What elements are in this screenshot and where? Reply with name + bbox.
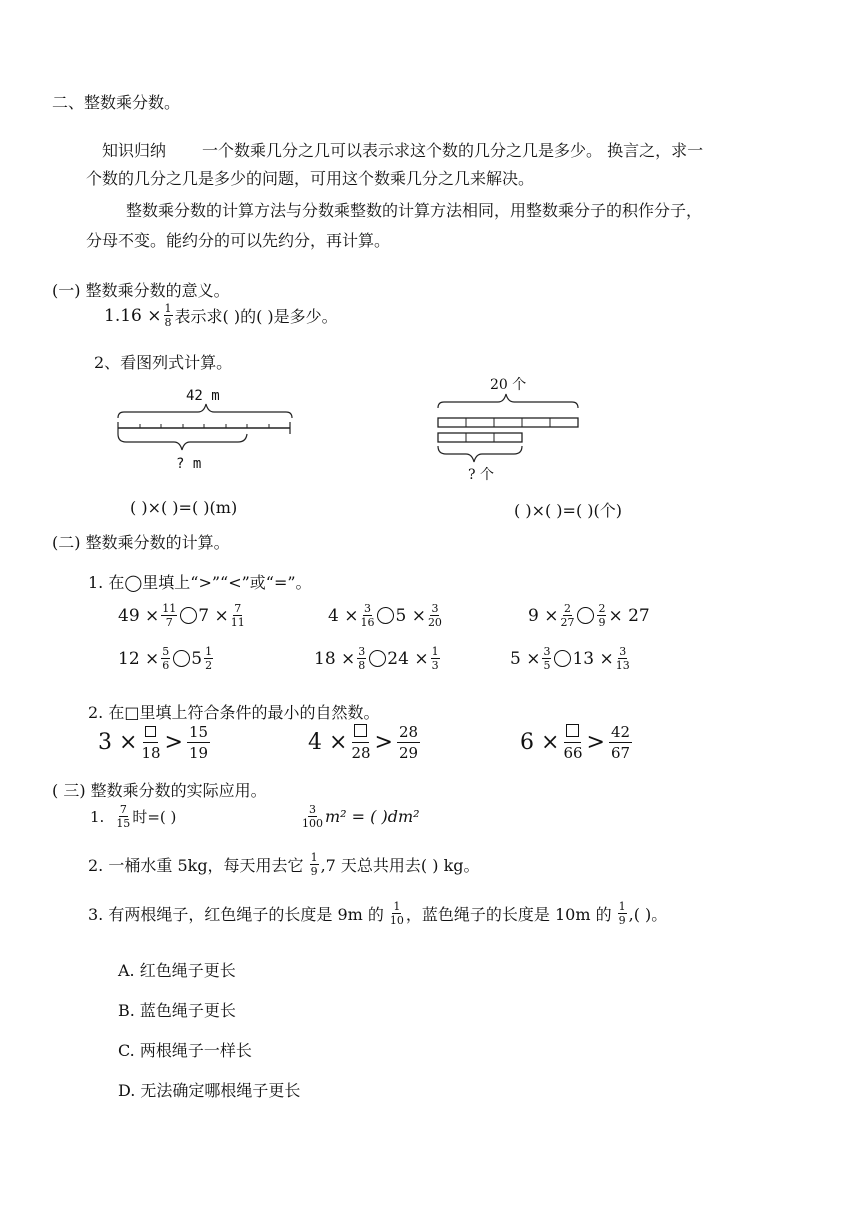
compare-circle[interactable]	[369, 650, 386, 667]
part1-heading: (一) 整数乘分数的意义。	[52, 281, 230, 300]
answer-left: ( )×( )=( )(m)	[130, 498, 238, 517]
option-c[interactable]: C. 两根绳子一样长	[118, 1041, 252, 1060]
part3-q1-area: $\frac{3}{100}$ m² = ( )dm²	[302, 803, 420, 830]
part2-q1-title: 1. 在◯里填上“>”“<”或“=”。	[88, 573, 312, 592]
compare-item: 5 × $\frac{3}{5}$ 13 × $\frac{3}{13}$	[510, 645, 630, 672]
compare-circle[interactable]	[377, 607, 394, 624]
knowledge-line-2: 个数的几分之几是多少的问题，可用这个数乘几分之几来解决。	[86, 169, 535, 188]
compare-circle[interactable]	[577, 607, 594, 624]
part3-q1: 1. $\frac{7}{15}$ 时=( )	[90, 803, 177, 830]
part3-q2: 2. 一桶水重 5kg，每天用去它 $\frac{1}{9}$ ,7 天总共用去( ) kg。	[88, 851, 480, 878]
compare-circle[interactable]	[554, 650, 571, 667]
inequality-item: 3 × 18 > $\frac{15}{19}$	[98, 723, 209, 762]
compare-item: 12 × $\frac{5}{6}$ 5 $\frac{1}{2}$	[118, 645, 213, 672]
knowledge-line-3: 整数乘分数的计算方法与分数乘整数的计算方法相同，用整数乘分子的积作分子，	[126, 201, 703, 220]
compare-item: 4 × $\frac{3}{16}$ 5 × $\frac{3}{20}$	[328, 602, 442, 629]
block-diagram-right	[432, 388, 592, 478]
compare-item: 9 × $\frac{2}{27}$ $\frac{2}{9}$ × 27	[528, 602, 650, 629]
compare-circle[interactable]	[173, 650, 190, 667]
fraction: $\frac{1}{8}$	[164, 302, 172, 329]
knowledge-label: 知识归纳	[102, 141, 167, 160]
part1-q2-title: 2、看图列式计算。	[94, 353, 233, 372]
left-top-label: 42 m	[186, 388, 220, 404]
inequality-item: 6 × 66 > $\frac{42}{67}$	[520, 723, 631, 762]
compare-item: 49 × $\frac{11}{7}$ 7 × $\frac{7}{11}$	[118, 602, 245, 629]
part3-heading: ( 三) 整数乘分数的实际应用。	[52, 781, 267, 800]
option-a[interactable]: A. 红色绳子更长	[118, 961, 236, 980]
answer-box[interactable]	[354, 724, 367, 737]
answer-box[interactable]	[145, 726, 156, 737]
option-d[interactable]: D. 无法确定哪根绳子更长	[118, 1081, 301, 1100]
left-bottom-label: ? m	[176, 456, 202, 472]
compare-circle[interactable]	[180, 607, 197, 624]
right-top-label: 20 个	[490, 377, 527, 393]
part1-q1: 1.16 × $\frac{1}{8}$ 表示求( )的( )是多少。	[104, 302, 338, 329]
answer-right: ( )×( )=( )(个)	[514, 501, 623, 520]
part2-q2-title: 2. 在□里填上符合条件的最小的自然数。	[88, 703, 380, 722]
part3-q3: 3. 有两根绳子，红色绳子的长度是 9m 的 $\frac{1}{10}$ ，蓝色绳子的长度是 10m 的 $\frac{1}{9}$ ,( )。	[88, 900, 668, 927]
inequality-item: 4 × 28 > $\frac{28}{29}$	[308, 723, 419, 762]
part2-heading: (二) 整数乘分数的计算。	[52, 533, 230, 552]
answer-box[interactable]	[566, 724, 579, 737]
right-bottom-label: ? 个	[468, 467, 494, 483]
knowledge-line-4: 分母不变。能约分的可以先约分，再计算。	[86, 231, 391, 250]
section-title: 二、整数乘分数。	[52, 93, 181, 112]
compare-item: 18 × $\frac{3}{8}$ 24 × $\frac{1}{3}$	[314, 645, 439, 672]
knowledge-line-1: 知识归纳 一个数乘几分之几可以表示求这个数的几分之几是多少。 换言之，求一	[102, 141, 704, 160]
option-b[interactable]: B. 蓝色绳子更长	[118, 1001, 236, 1020]
